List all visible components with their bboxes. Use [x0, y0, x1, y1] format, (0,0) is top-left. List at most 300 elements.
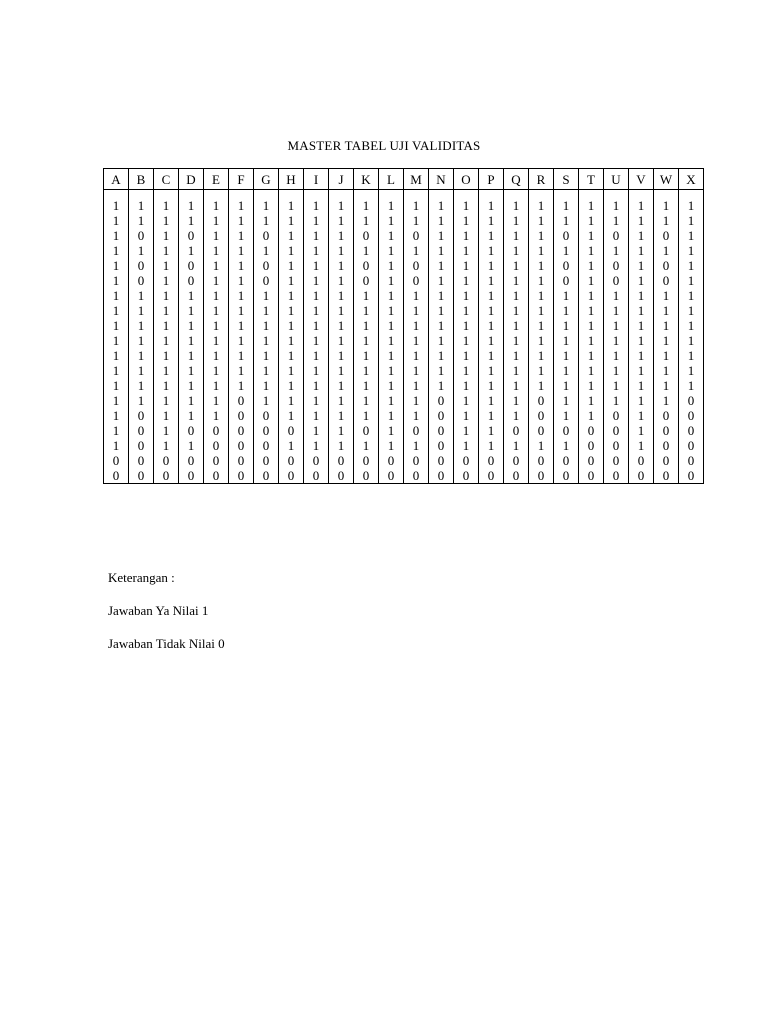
table-cell: 1	[629, 213, 654, 228]
table-cell: 0	[154, 453, 179, 468]
table-cell: 0	[479, 468, 504, 484]
table-cell: 1	[104, 408, 129, 423]
table-cell: 0	[404, 468, 429, 484]
table-cell: 1	[579, 333, 604, 348]
table-cell: 1	[154, 438, 179, 453]
table-row	[104, 453, 704, 468]
table-cell: 0	[479, 453, 504, 468]
table-cell: 1	[279, 258, 304, 273]
table-cell: 1	[379, 318, 404, 333]
table-cell: 1	[404, 243, 429, 258]
table-cell: 1	[529, 198, 554, 213]
table-cell: 1	[454, 258, 479, 273]
table-cell: 1	[279, 438, 304, 453]
spacer-cell	[279, 190, 304, 199]
table-cell: 0	[604, 228, 629, 243]
table-cell: 0	[679, 393, 704, 408]
table-cell: 0	[404, 273, 429, 288]
table-cell: 1	[404, 408, 429, 423]
column-header: B	[129, 169, 154, 190]
table-cell: 1	[429, 333, 454, 348]
table-cell: 0	[604, 258, 629, 273]
table-cell: 0	[129, 273, 154, 288]
table-cell: 1	[429, 288, 454, 303]
table-cell: 1	[579, 303, 604, 318]
table-cell: 1	[329, 348, 354, 363]
table-cell: 1	[129, 348, 154, 363]
table-cell: 1	[604, 363, 629, 378]
table-cell: 1	[204, 198, 229, 213]
table-cell: 0	[254, 228, 279, 243]
table-cell: 1	[404, 333, 429, 348]
table-cell: 1	[629, 303, 654, 318]
table-cell: 1	[554, 333, 579, 348]
table-cell: 0	[679, 438, 704, 453]
table-cell: 1	[154, 273, 179, 288]
table-cell: 1	[154, 198, 179, 213]
table-row	[104, 273, 704, 288]
table-cell: 1	[304, 348, 329, 363]
table-cell: 1	[379, 363, 404, 378]
table-cell: 1	[504, 198, 529, 213]
table-cell: 0	[154, 468, 179, 484]
table-cell: 1	[429, 348, 454, 363]
table-cell: 1	[554, 288, 579, 303]
table-row	[104, 333, 704, 348]
table-cell: 0	[604, 468, 629, 484]
table-cell: 0	[429, 408, 454, 423]
table-cell: 1	[404, 378, 429, 393]
table-cell: 1	[304, 273, 329, 288]
table-cell: 1	[154, 333, 179, 348]
table-cell: 1	[679, 243, 704, 258]
table-cell: 1	[604, 333, 629, 348]
table-cell: 0	[254, 468, 279, 484]
spacer-cell	[679, 190, 704, 199]
table-cell: 1	[429, 318, 454, 333]
table-cell: 1	[129, 393, 154, 408]
table-header-row	[104, 169, 704, 190]
column-header: V	[629, 169, 654, 190]
table-cell: 1	[179, 318, 204, 333]
table-cell: 1	[129, 303, 154, 318]
table-cell: 1	[279, 213, 304, 228]
table-cell: 1	[529, 333, 554, 348]
table-cell: 1	[104, 393, 129, 408]
table-cell: 0	[129, 468, 154, 484]
table-cell: 1	[679, 303, 704, 318]
table-cell: 1	[279, 408, 304, 423]
table-cell: 1	[379, 258, 404, 273]
table-cell: 1	[254, 318, 279, 333]
table-cell: 1	[404, 348, 429, 363]
table-cell: 1	[304, 288, 329, 303]
table-cell: 1	[529, 243, 554, 258]
table-cell: 1	[479, 333, 504, 348]
table-cell: 1	[379, 303, 404, 318]
table-cell: 1	[129, 288, 154, 303]
table-cell: 0	[554, 423, 579, 438]
table-cell: 1	[304, 213, 329, 228]
table-cell: 1	[654, 303, 679, 318]
table-cell: 0	[229, 468, 254, 484]
table-cell: 1	[304, 243, 329, 258]
table-cell: 0	[504, 468, 529, 484]
table-cell: 1	[654, 198, 679, 213]
table-cell: 0	[579, 453, 604, 468]
table-cell: 0	[329, 468, 354, 484]
table-cell: 1	[104, 303, 129, 318]
table-cell: 0	[204, 468, 229, 484]
table-cell: 1	[179, 438, 204, 453]
table-cell: 1	[629, 318, 654, 333]
table-cell: 0	[279, 423, 304, 438]
table-cell: 1	[379, 273, 404, 288]
table-cell: 1	[479, 198, 504, 213]
table-cell: 0	[279, 468, 304, 484]
table-cell: 1	[354, 408, 379, 423]
table-row	[104, 408, 704, 423]
table-cell: 1	[354, 333, 379, 348]
spacer-cell	[604, 190, 629, 199]
table-cell: 1	[354, 198, 379, 213]
table-cell: 0	[354, 258, 379, 273]
table-cell: 0	[329, 453, 354, 468]
table-cell: 1	[354, 438, 379, 453]
table-cell: 0	[354, 273, 379, 288]
spacer-cell	[104, 190, 129, 199]
table-cell: 0	[129, 408, 154, 423]
table-cell: 1	[179, 393, 204, 408]
table-cell: 0	[554, 273, 579, 288]
table-cell: 1	[454, 363, 479, 378]
table-cell: 1	[179, 198, 204, 213]
table-cell: 1	[104, 198, 129, 213]
table-cell: 1	[104, 318, 129, 333]
table-cell: 1	[379, 288, 404, 303]
notes-heading: Keterangan :	[108, 570, 175, 585]
table-cell: 0	[204, 438, 229, 453]
table-cell: 1	[604, 348, 629, 363]
table-cell: 1	[679, 363, 704, 378]
table-cell: 1	[554, 348, 579, 363]
table-cell: 1	[204, 288, 229, 303]
table-spacer-row	[104, 190, 704, 199]
table-cell: 1	[504, 318, 529, 333]
table-cell: 0	[404, 258, 429, 273]
note-yes-value: Jawaban Ya Nilai 1	[108, 603, 209, 618]
table-row	[104, 318, 704, 333]
table-cell: 1	[254, 363, 279, 378]
table-cell: 1	[204, 318, 229, 333]
spacer-cell	[579, 190, 604, 199]
table-cell: 1	[679, 228, 704, 243]
table-cell: 0	[654, 468, 679, 484]
table-cell: 1	[129, 333, 154, 348]
table-cell: 0	[604, 423, 629, 438]
table-cell: 1	[104, 438, 129, 453]
table-cell: 1	[304, 198, 329, 213]
table-cell: 1	[579, 408, 604, 423]
table-cell: 1	[379, 228, 404, 243]
table-cell: 1	[579, 363, 604, 378]
table-cell: 1	[254, 378, 279, 393]
table-cell: 1	[154, 288, 179, 303]
table-cell: 1	[329, 243, 354, 258]
table-cell: 1	[304, 393, 329, 408]
table-cell: 1	[554, 438, 579, 453]
table-cell: 1	[204, 228, 229, 243]
table-cell: 1	[204, 273, 229, 288]
table-cell: 1	[279, 303, 304, 318]
column-header: C	[154, 169, 179, 190]
table-cell: 1	[104, 213, 129, 228]
table-row	[104, 348, 704, 363]
table-cell: 0	[404, 228, 429, 243]
table-cell: 1	[579, 348, 604, 363]
column-header: W	[654, 169, 679, 190]
table-row	[104, 288, 704, 303]
table-cell: 1	[629, 333, 654, 348]
table-cell: 1	[354, 363, 379, 378]
table-cell: 1	[629, 288, 654, 303]
table-cell: 1	[279, 363, 304, 378]
table-cell: 1	[129, 213, 154, 228]
table-cell: 1	[304, 258, 329, 273]
column-header: I	[304, 169, 329, 190]
table-cell: 1	[404, 318, 429, 333]
table-cell: 1	[679, 318, 704, 333]
table-cell: 1	[629, 438, 654, 453]
table-cell: 0	[229, 438, 254, 453]
table-cell: 1	[454, 333, 479, 348]
table-cell: 1	[179, 363, 204, 378]
table-cell: 1	[379, 333, 404, 348]
table-row	[104, 363, 704, 378]
table-cell: 1	[479, 423, 504, 438]
table-cell: 1	[354, 213, 379, 228]
table-cell: 0	[129, 423, 154, 438]
table-cell: 1	[354, 348, 379, 363]
table-cell: 1	[654, 213, 679, 228]
table-cell: 1	[229, 348, 254, 363]
notes-section	[108, 570, 225, 669]
table-cell: 0	[554, 453, 579, 468]
table-cell: 1	[254, 288, 279, 303]
table-cell: 1	[479, 363, 504, 378]
table-cell: 0	[179, 258, 204, 273]
table-cell: 1	[579, 228, 604, 243]
note-no-value: Jawaban Tidak Nilai 0	[108, 636, 225, 651]
table-cell: 1	[329, 438, 354, 453]
table-cell: 0	[379, 453, 404, 468]
table-cell: 1	[354, 303, 379, 318]
table-cell: 1	[529, 438, 554, 453]
spacer-cell	[129, 190, 154, 199]
table-cell: 1	[629, 273, 654, 288]
table-cell: 0	[579, 468, 604, 484]
table-cell: 0	[254, 453, 279, 468]
table-cell: 1	[204, 393, 229, 408]
table-cell: 1	[279, 378, 304, 393]
table-cell: 1	[529, 378, 554, 393]
table-cell: 0	[279, 453, 304, 468]
table-cell: 0	[204, 453, 229, 468]
table-cell: 1	[279, 228, 304, 243]
table-cell: 1	[154, 258, 179, 273]
table-cell: 1	[329, 393, 354, 408]
table-cell: 0	[454, 468, 479, 484]
table-cell: 1	[354, 393, 379, 408]
table-cell: 1	[504, 348, 529, 363]
spacer-cell	[429, 190, 454, 199]
table-cell: 0	[654, 438, 679, 453]
table-cell: 1	[104, 363, 129, 378]
table-cell: 1	[379, 198, 404, 213]
table-cell: 1	[404, 303, 429, 318]
table-cell: 1	[504, 213, 529, 228]
table-cell: 1	[604, 378, 629, 393]
table-cell: 1	[429, 228, 454, 243]
table-cell: 1	[554, 213, 579, 228]
spacer-cell	[379, 190, 404, 199]
table-cell: 1	[654, 333, 679, 348]
table-cell: 1	[154, 363, 179, 378]
table-row	[104, 213, 704, 228]
table-cell: 0	[429, 393, 454, 408]
table-cell: 1	[654, 243, 679, 258]
table-cell: 1	[179, 288, 204, 303]
table-cell: 1	[279, 348, 304, 363]
table-cell: 1	[479, 393, 504, 408]
column-header: A	[104, 169, 129, 190]
table-cell: 1	[504, 228, 529, 243]
table-cell: 1	[329, 333, 354, 348]
table-cell: 1	[679, 273, 704, 288]
spacer-cell	[554, 190, 579, 199]
table-cell: 1	[329, 423, 354, 438]
table-cell: 1	[679, 348, 704, 363]
spacer-cell	[179, 190, 204, 199]
table-cell: 1	[304, 408, 329, 423]
table-cell: 1	[354, 288, 379, 303]
table-cell: 0	[529, 408, 554, 423]
table-cell: 0	[129, 453, 154, 468]
table-cell: 1	[204, 243, 229, 258]
spacer-cell	[404, 190, 429, 199]
table-cell: 1	[604, 213, 629, 228]
table-cell: 1	[329, 273, 354, 288]
table-cell: 1	[304, 378, 329, 393]
column-header: U	[604, 169, 629, 190]
column-header: E	[204, 169, 229, 190]
table-cell: 0	[304, 453, 329, 468]
table-cell: 0	[554, 228, 579, 243]
table-cell: 0	[654, 228, 679, 243]
table-cell: 1	[404, 288, 429, 303]
table-cell: 0	[604, 408, 629, 423]
table-cell: 1	[454, 303, 479, 318]
table-cell: 1	[204, 303, 229, 318]
table-cell: 1	[554, 363, 579, 378]
table-cell: 1	[379, 348, 404, 363]
column-header: Q	[504, 169, 529, 190]
table-cell: 1	[204, 258, 229, 273]
table-cell: 1	[429, 363, 454, 378]
table-cell: 0	[629, 468, 654, 484]
table-cell: 1	[229, 333, 254, 348]
table-cell: 1	[479, 378, 504, 393]
table-cell: 1	[679, 333, 704, 348]
table-cell: 1	[579, 318, 604, 333]
table-cell: 1	[629, 363, 654, 378]
spacer-cell	[654, 190, 679, 199]
column-header: L	[379, 169, 404, 190]
table-cell: 1	[229, 258, 254, 273]
table-cell: 1	[454, 318, 479, 333]
table-cell: 1	[279, 393, 304, 408]
table-cell: 1	[654, 318, 679, 333]
table-cell: 1	[254, 393, 279, 408]
table-cell: 1	[679, 378, 704, 393]
table-cell: 1	[654, 363, 679, 378]
table-cell: 1	[454, 348, 479, 363]
table-cell: 0	[179, 423, 204, 438]
table-cell: 1	[329, 198, 354, 213]
table-cell: 1	[629, 378, 654, 393]
table-cell: 1	[154, 318, 179, 333]
table-cell: 1	[379, 408, 404, 423]
table-row	[104, 423, 704, 438]
table-cell: 1	[304, 423, 329, 438]
table-cell: 1	[679, 288, 704, 303]
table-row	[104, 198, 704, 213]
table-cell: 1	[329, 258, 354, 273]
table-row	[104, 378, 704, 393]
table-cell: 1	[129, 318, 154, 333]
table-cell: 1	[579, 258, 604, 273]
table-cell: 1	[404, 393, 429, 408]
table-cell: 0	[604, 438, 629, 453]
table-cell: 0	[429, 423, 454, 438]
table-cell: 1	[579, 213, 604, 228]
spacer-cell	[504, 190, 529, 199]
table-cell: 1	[179, 348, 204, 363]
table-cell: 0	[129, 438, 154, 453]
table-cell: 1	[254, 348, 279, 363]
table-cell: 0	[554, 468, 579, 484]
table-cell: 0	[179, 468, 204, 484]
table-cell: 1	[204, 333, 229, 348]
table-cell: 1	[354, 378, 379, 393]
table-cell: 1	[404, 363, 429, 378]
spacer-cell	[329, 190, 354, 199]
table-cell: 1	[229, 378, 254, 393]
table-cell: 0	[179, 453, 204, 468]
table-cell: 1	[229, 288, 254, 303]
table-cell: 1	[629, 393, 654, 408]
table-cell: 1	[204, 408, 229, 423]
table-cell: 1	[154, 243, 179, 258]
table-cell: 1	[279, 198, 304, 213]
table-cell: 0	[129, 228, 154, 243]
table-cell: 1	[304, 438, 329, 453]
table-cell: 0	[604, 453, 629, 468]
table-cell: 1	[479, 258, 504, 273]
table-cell: 1	[404, 213, 429, 228]
table-cell: 1	[654, 393, 679, 408]
table-cell: 1	[104, 378, 129, 393]
